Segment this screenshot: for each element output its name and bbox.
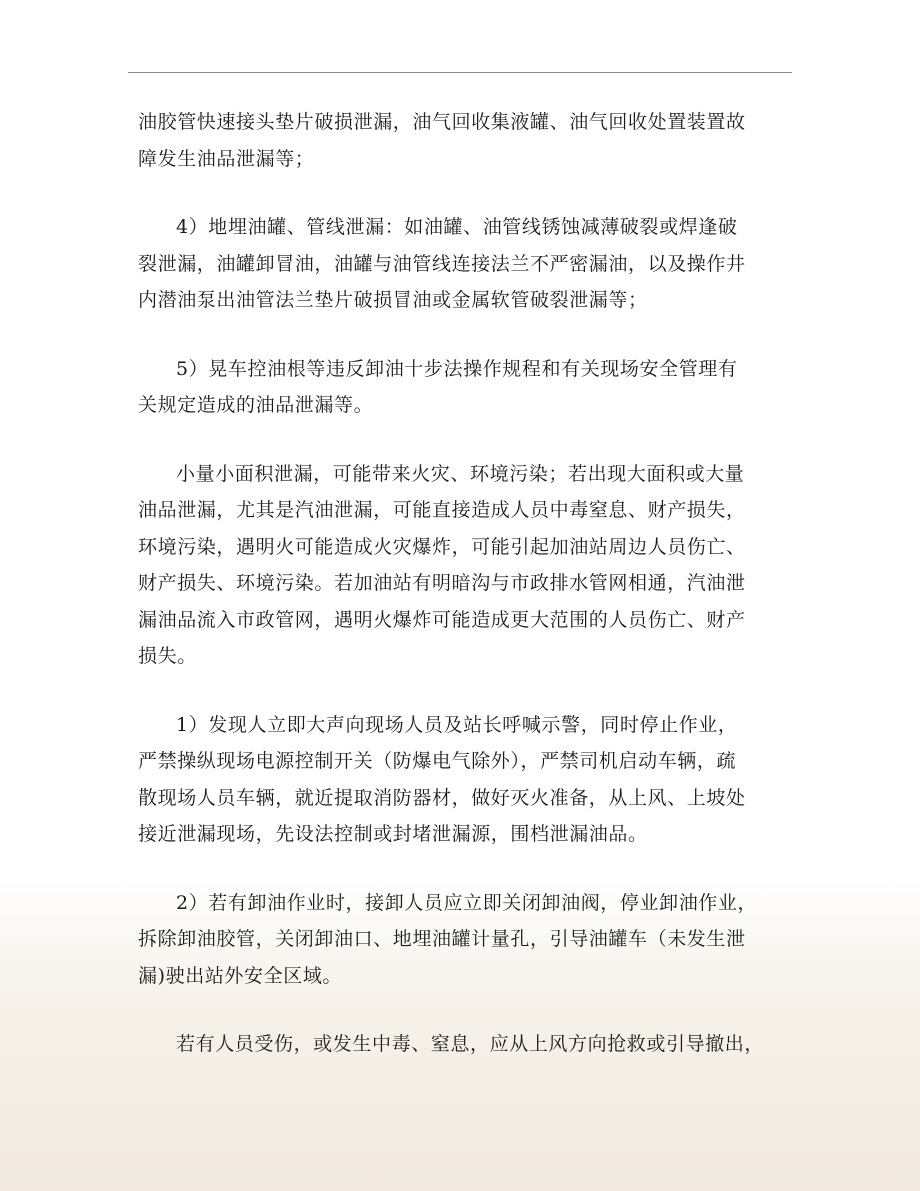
document-body xyxy=(138,104,798,1095)
text-line: 内潜油泵出油管法兰垫片破损冒油或金属软管破裂泄漏等； xyxy=(138,289,648,311)
text-line: 损失。 xyxy=(138,645,197,667)
text-line: 4）地埋油罐、管线泄漏：如油罐、油管线锈蚀减薄破裂或焊逢破 xyxy=(176,216,738,238)
text-line: 漏)驶出站外安全区域。 xyxy=(138,964,343,987)
paragraph-6 xyxy=(138,885,798,995)
text-line: 裂泄漏，油罐卸冒油，油罐与油管线连接法兰不严密漏油，以及操作井 xyxy=(138,252,746,275)
paragraph-2 xyxy=(138,209,798,319)
text-line: 障发生油品泄漏等； xyxy=(138,147,315,170)
text-line: 油胶管快速接头垫片破损泄漏，油气回收集液罐、油气回收处置装置故 xyxy=(138,111,746,133)
text-line: 1）发现人立即大声向现场人员及站长呼喊示警，同时停止作业， xyxy=(176,713,738,736)
text-line: 环境污染，遇明火可能造成火灾爆炸，可能引起加油站周边人员伤亡、 xyxy=(138,535,746,558)
text-line: 2）若有卸油作业时，接卸人员应立即关闭卸油阀，停业卸油作业， xyxy=(176,891,758,914)
text-line: 5）晃车控油根等违反卸油十步法操作规程和有关现场安全管理有 xyxy=(176,357,738,380)
header-rule xyxy=(128,72,792,73)
paragraph-4 xyxy=(138,456,798,675)
text-line: 漏油品流入市政管网，遇明火爆炸可能造成更大范围的人员伤亡、财产 xyxy=(138,608,746,631)
paragraph-7 xyxy=(138,1026,798,1063)
text-line: 散现场人员车辆，就近提取消防器材，做好灭火准备，从上风、上坡处 xyxy=(138,786,746,809)
text-line: 拆除卸油胶管，关闭卸油口、地埋油罐计量孔，引导油罐车（未发生泄 xyxy=(138,928,746,950)
text-line: 若有人员受伤，或发生中毒、窒息，应从上风方向抢救或引导撤出， xyxy=(176,1033,765,1055)
text-line: 严禁操纵现场电源控制开关（防爆电气除外），严禁司机启动车辆，疏 xyxy=(138,750,737,772)
paragraph-5 xyxy=(138,707,798,853)
text-line: 接近泄漏现场，先设法控制或封堵泄漏源，围档泄漏油品。 xyxy=(138,823,648,845)
text-line: 财产损失、环境污染。若加油站有明暗沟与市政排水管网相通，汽油泄 xyxy=(138,572,746,594)
text-line: 小量小面积泄漏，可能带来火灾、环境污染；若出现大面积或大量 xyxy=(176,462,745,485)
paragraph-1 xyxy=(138,104,798,177)
paragraph-3 xyxy=(138,351,798,424)
text-line: 油品泄漏，尤其是汽油泄漏，可能直接造成人员中毒窒息、财产损失， xyxy=(138,499,746,521)
text-line: 关规定造成的油品泄漏等。 xyxy=(138,394,374,416)
